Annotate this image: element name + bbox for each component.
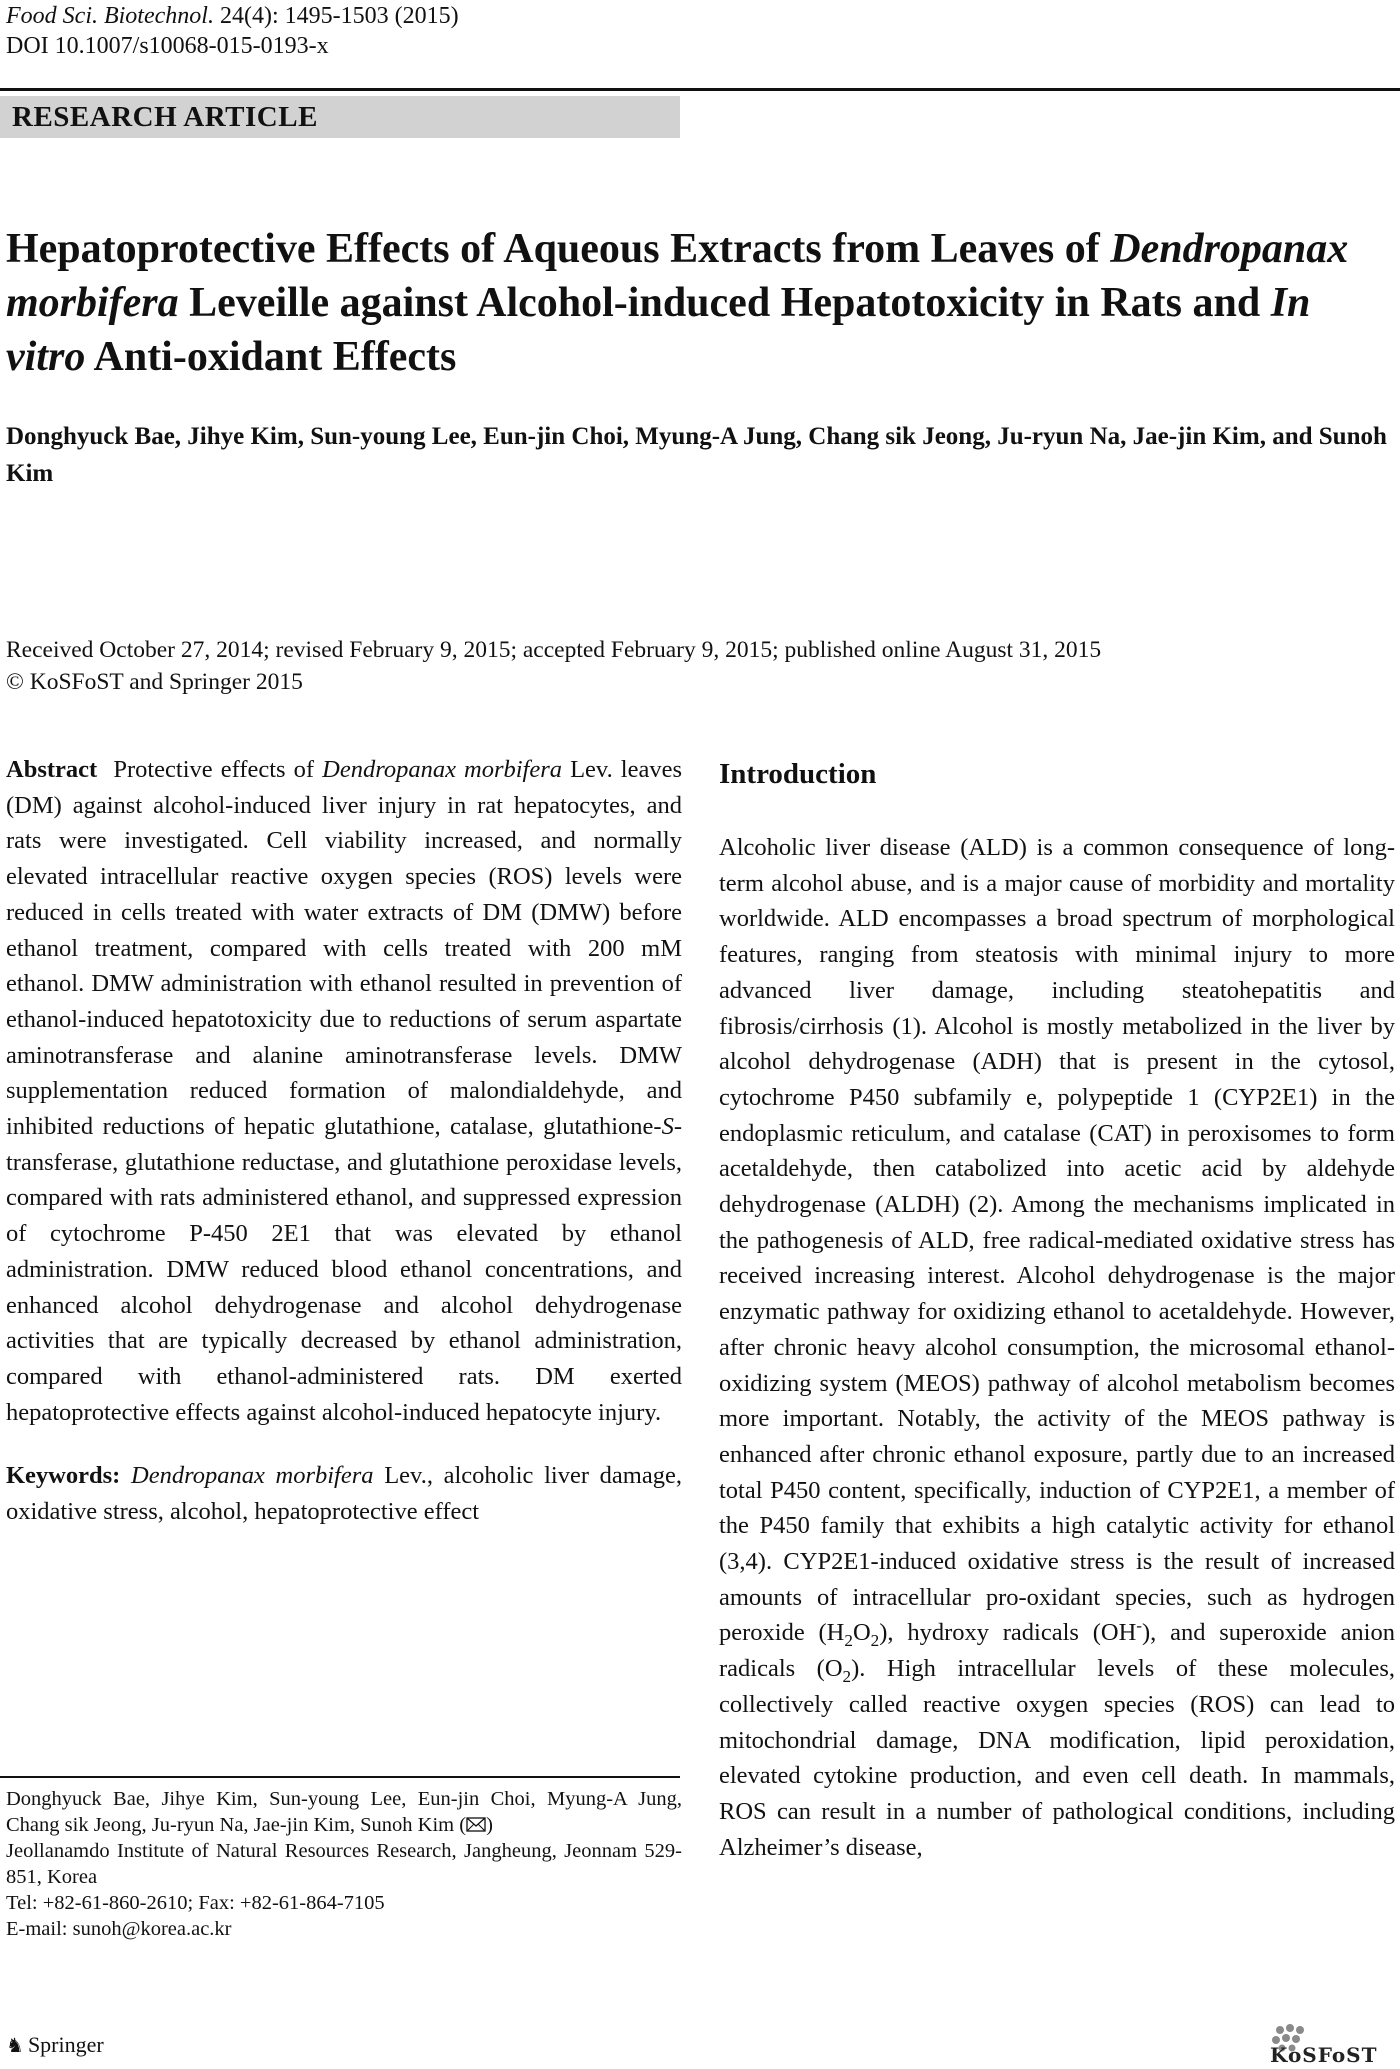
affiliation-block — [6, 1786, 682, 1942]
subscript: 2 — [844, 1631, 853, 1651]
publisher-footer — [6, 2030, 104, 2060]
journal-name: Food Sci. Biotechnol. — [6, 3, 214, 29]
affiliation-authors — [6, 1786, 682, 1838]
title-species: Dendropanax morbifera — [6, 226, 1349, 326]
journal-citation — [6, 0, 459, 32]
subscript: 2 — [842, 1667, 852, 1687]
right-column — [719, 752, 1395, 1865]
abstract-text: Lev. leaves (DM) against alcohol-induced liver injury in rat hepatocytes, and rats were investigated. Cell viability increased, and normally elevated intracellular reactive oxygen species (ROS) levels were reduced in cells treated with water extracts of DM (DMW) before ethanol treatment, compared with cells treated with 200 mM ethanol. DMW administration with ethanol resulted in prevention of ethanol-induced hepatotoxicity due to reductions of serum aspartate aminotransferase and alanine aminotransferase levels. DMW supplementation reduced formation of malondialdehyde, and inhibited reductions of hepatic glutathione, catalase, glutathione- — [6, 756, 682, 1141]
publication-history: Received October 27, 2014; revised February 9, 2015; accepted February 9, 2015; published online August 31, 2015 — [6, 637, 1102, 663]
abstract — [6, 752, 682, 1430]
introduction-paragraph — [719, 830, 1395, 1865]
abstract-italic-s: S — [661, 1113, 674, 1141]
intro-text: ), and superoxide anion radicals (O — [719, 1619, 1395, 1683]
kosfost-logo — [1268, 2022, 1400, 2064]
abstract-label: Abstract — [6, 756, 98, 783]
keywords-label: Keywords: — [6, 1462, 121, 1490]
left-column — [6, 752, 682, 1530]
title-part: Hepatoprotective Effects of Aqueous Extracts from Leaves of — [6, 226, 1111, 272]
intro-text: O — [852, 1619, 871, 1647]
title-invitro: In vitro — [6, 280, 1311, 380]
doi[interactable]: DOI 10.1007/s10068-015-0193-x — [6, 33, 329, 59]
keywords — [6, 1458, 682, 1529]
kosfost-logo-mark — [1268, 2022, 1400, 2064]
journal-volume-pages: 24(4): 1495-1503 (2015) — [213, 3, 459, 29]
affiliation-names-close: ) — [486, 1814, 493, 1836]
introduction-heading: Introduction — [719, 758, 877, 790]
article-type-banner: RESEARCH ARTICLE — [0, 96, 680, 138]
article-title — [6, 222, 1396, 384]
affiliation-contact: Tel: +82-61-860-2610; Fax: +82-61-864-7105 — [6, 1892, 385, 1914]
abstract-species: Dendropanax morbifera — [322, 756, 563, 783]
copyright-notice: © KoSFoST and Springer 2015 — [6, 669, 303, 695]
title-part: Anti-oxidant Effects — [85, 334, 457, 380]
keywords-text: Lev., alcoholic liver damage, oxidative stress, alcohol, hepatoprotective effect — [6, 1462, 682, 1526]
title-part: Leveille against Alcohol-induced Hepatotoxicity in Rats and — [178, 280, 1271, 326]
affiliation-institute: Jeollanamdo Institute of Natural Resources Research, Jangheung, Jeonnam 529-851, Korea — [6, 1840, 682, 1888]
abstract-text: Protective effects of — [113, 756, 323, 783]
intro-text: ), hydroxy radicals (OH — [879, 1619, 1137, 1647]
springer-horse-icon: ♞ — [6, 2033, 24, 2057]
affiliation-names: Donghyuck Bae, Jihye Kim, Sun-young Lee, Eun-jin Choi, Myung-A Jung, Chang sik Jeong, Ju-ryun Na, Jae-jin Kim, Sunoh Kim ( — [6, 1788, 682, 1836]
article-dates — [6, 634, 1396, 698]
header-rule — [0, 88, 1400, 91]
intro-text: ). High intracellular levels of these molecules, collectively called reactive oxygen species (ROS) can lead to mitochondrial damage, DNA modification, lipid peroxidation, elevated cytokine production, and even cell death. In mammals, ROS can result in a number of pathological conditions, including Alzheimer’s disease, — [719, 1655, 1395, 1861]
affiliation-email[interactable]: E-mail: sunoh@korea.ac.kr — [6, 1918, 232, 1940]
intro-text: Alcoholic liver disease (ALD) is a common consequence of long-term alcohol abuse, and is a major cause of morbidity and mortality worldwide. ALD encompasses a broad spectrum of morphological features, ranging from steatosis with minimal injury to more advanced liver damage, including steatohepatitis and fibrosis/cirrhosis (1). Alcohol is mostly metabolized in the liver by alcohol dehydrogenase (ADH) that is present in the cytosol, cytochrome P450 subfamily e, polypeptide 1 (CYP2E1) in the endoplasmic reticulum, and catalase (CAT) in peroxisomes to form acetaldehyde, then catabolized into acetic acid by aldehyde dehydrogenase (ALDH) (2). Among the mechanisms implicated in the pathogenesis of ALD, free radical-mediated oxidative stress has received increasing interest. Alcohol dehydrogenase is the major enzymatic pathway for oxidizing ethanol to acetaldehyde. However, after chronic heavy alcohol consumption, the microsomal ethanol-oxidizing system (MEOS) pathway of alcohol metabolism becomes more important. Notably, the activity of the MEOS pathway is enhanced after chronic ethanol exposure, partly due to an increased total P450 content, specifically, induction of CYP2E1, a member of the P450 family that exhibits a high catalytic activity for ethanol (3,4). CYP2E1-induced oxidative stress is the result of increased amounts of intracellular pro-oxidant species, such as hydrogen peroxide (H — [719, 834, 1395, 1647]
superscript: - — [1136, 1616, 1143, 1636]
affiliation-rule — [0, 1776, 680, 1778]
kosfost-logo-text: KoSFoST — [1270, 2043, 1378, 2064]
keywords-species: Dendropanax morbifera — [131, 1462, 374, 1490]
publisher-name: Springer — [27, 2032, 104, 2057]
abstract-text: -transferase, glutathione reductase, and glutathione peroxidase levels, compared with rats administered ethanol, and suppressed expression of cytochrome P-450 2E1 that was elevated by ethanol administration. DMW reduced blood ethanol concentrations, and enhanced alcohol dehydrogenase and alcohol dehydrogenase activities that are typically decreased by ethanol administration, compared with ethanol-administered rats. DM exerted hepatoprotective effects against alcohol-induced hepatocyte injury. — [6, 1113, 682, 1426]
author-list: Donghyuck Bae, Jihye Kim, Sun-young Lee, Eun-jin Choi, Myung-A Jung, Chang sik Jeong, Ju-ryun Na, Jae-jin Kim, and Sunoh Kim — [6, 423, 1387, 487]
subscript: 2 — [870, 1631, 880, 1651]
envelope-icon — [466, 1817, 486, 1832]
